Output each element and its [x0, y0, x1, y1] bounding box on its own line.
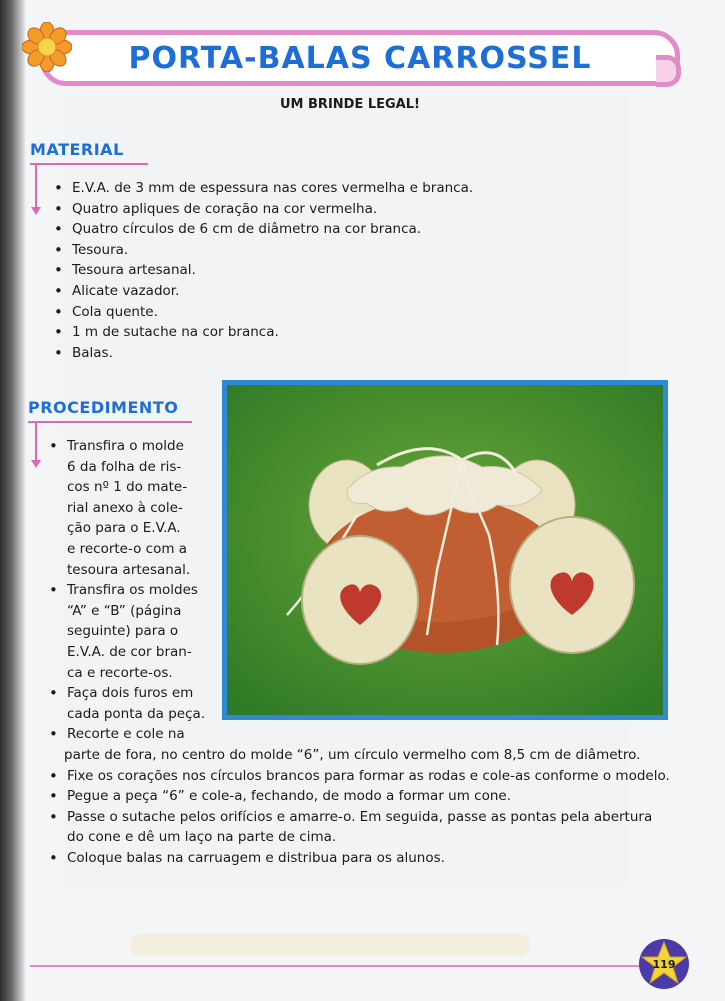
- list-item: [45, 766, 685, 787]
- step-line: ca e recorte-os.: [67, 664, 173, 681]
- step-line: ção para o E.V.A.: [67, 520, 181, 537]
- step-line: cada ponta da peça.: [67, 705, 206, 722]
- list-item: • 1 m de sutache na cor branca.: [50, 322, 550, 343]
- procedimento-heading: PROCEDIMENTO: [28, 398, 179, 417]
- list-item: [45, 724, 685, 765]
- footer-rule: [30, 965, 650, 967]
- step-line: • Recorte e cole na: [67, 726, 185, 743]
- material-heading: MATERIAL: [30, 140, 124, 159]
- step-line: parte de fora, no centro do molde “6”, um círculo vermelho com 8,5 cm de diâmetro.: [64, 746, 641, 763]
- list-item: • Quatro círculos de 6 cm de diâmetro na cor branca.: [50, 219, 550, 240]
- step-line: • Fixe os corações nos círculos brancos para formar as rodas e cole-as conforme o modelo.: [67, 767, 670, 784]
- procedimento-arrow-line: [35, 421, 37, 461]
- material-rule: [30, 163, 148, 165]
- page-number: 119: [652, 957, 676, 971]
- list-item: • Balas.: [50, 343, 550, 364]
- list-item: • Quatro apliques de coração na cor vermelha.: [50, 199, 550, 220]
- step-line: • Passe o sutache pelos orifícios e amarre-o. Em seguida, passe as pontas pela abertura: [67, 808, 653, 825]
- material-arrow-line: [35, 163, 37, 208]
- subtitle: UM BRINDE LEGAL!: [280, 97, 420, 112]
- step-line: • Coloque balas na carruagem e distribua para os alunos.: [67, 849, 445, 866]
- step-line: E.V.A. de cor bran-: [67, 643, 192, 660]
- list-item: • Tesoura.: [50, 240, 550, 261]
- product-photo: [222, 380, 668, 720]
- step-line: rial anexo à cole-: [67, 499, 183, 516]
- arrow-down-icon: [31, 460, 41, 468]
- list-item: [45, 807, 685, 848]
- list-item: • Alicate vazador.: [50, 281, 550, 302]
- book-spine-shadow: [0, 0, 26, 1001]
- faded-footer-note: [130, 934, 530, 956]
- flower-icon: [22, 22, 72, 72]
- step-line: • Transfira os moldes: [67, 582, 198, 599]
- list-item: • Tesoura artesanal.: [50, 260, 550, 281]
- step-line: e recorte-o com a: [67, 540, 188, 557]
- procedimento-rule: [28, 421, 192, 423]
- list-item: [45, 848, 685, 869]
- step-line: • Pegue a peça “6” e cole-a, fechando, de modo a formar um cone.: [67, 788, 512, 805]
- step-line: seguinte) para o: [67, 623, 179, 640]
- arrow-down-icon: [31, 207, 41, 215]
- step-line: • Faça dois furos em: [67, 685, 194, 702]
- step-line: do cone e dê um laço na parte de cima.: [67, 829, 337, 846]
- list-item: • Cola quente.: [50, 302, 550, 323]
- step-line: • Transfira o molde: [67, 438, 184, 454]
- step-line: cos nº 1 do mate-: [67, 479, 188, 496]
- list-item: [45, 786, 685, 807]
- page-title: PORTA-BALAS CARROSSEL: [128, 40, 592, 76]
- step-line: “A” e “B” (página: [67, 602, 182, 619]
- list-item: • E.V.A. de 3 mm de espessura nas cores vermelha e branca.: [50, 178, 550, 199]
- step-line: 6 da folha de ris-: [67, 458, 182, 475]
- carriage-illustration: [227, 385, 663, 715]
- step-line: tesoura artesanal.: [67, 561, 191, 578]
- material-list: [50, 178, 550, 363]
